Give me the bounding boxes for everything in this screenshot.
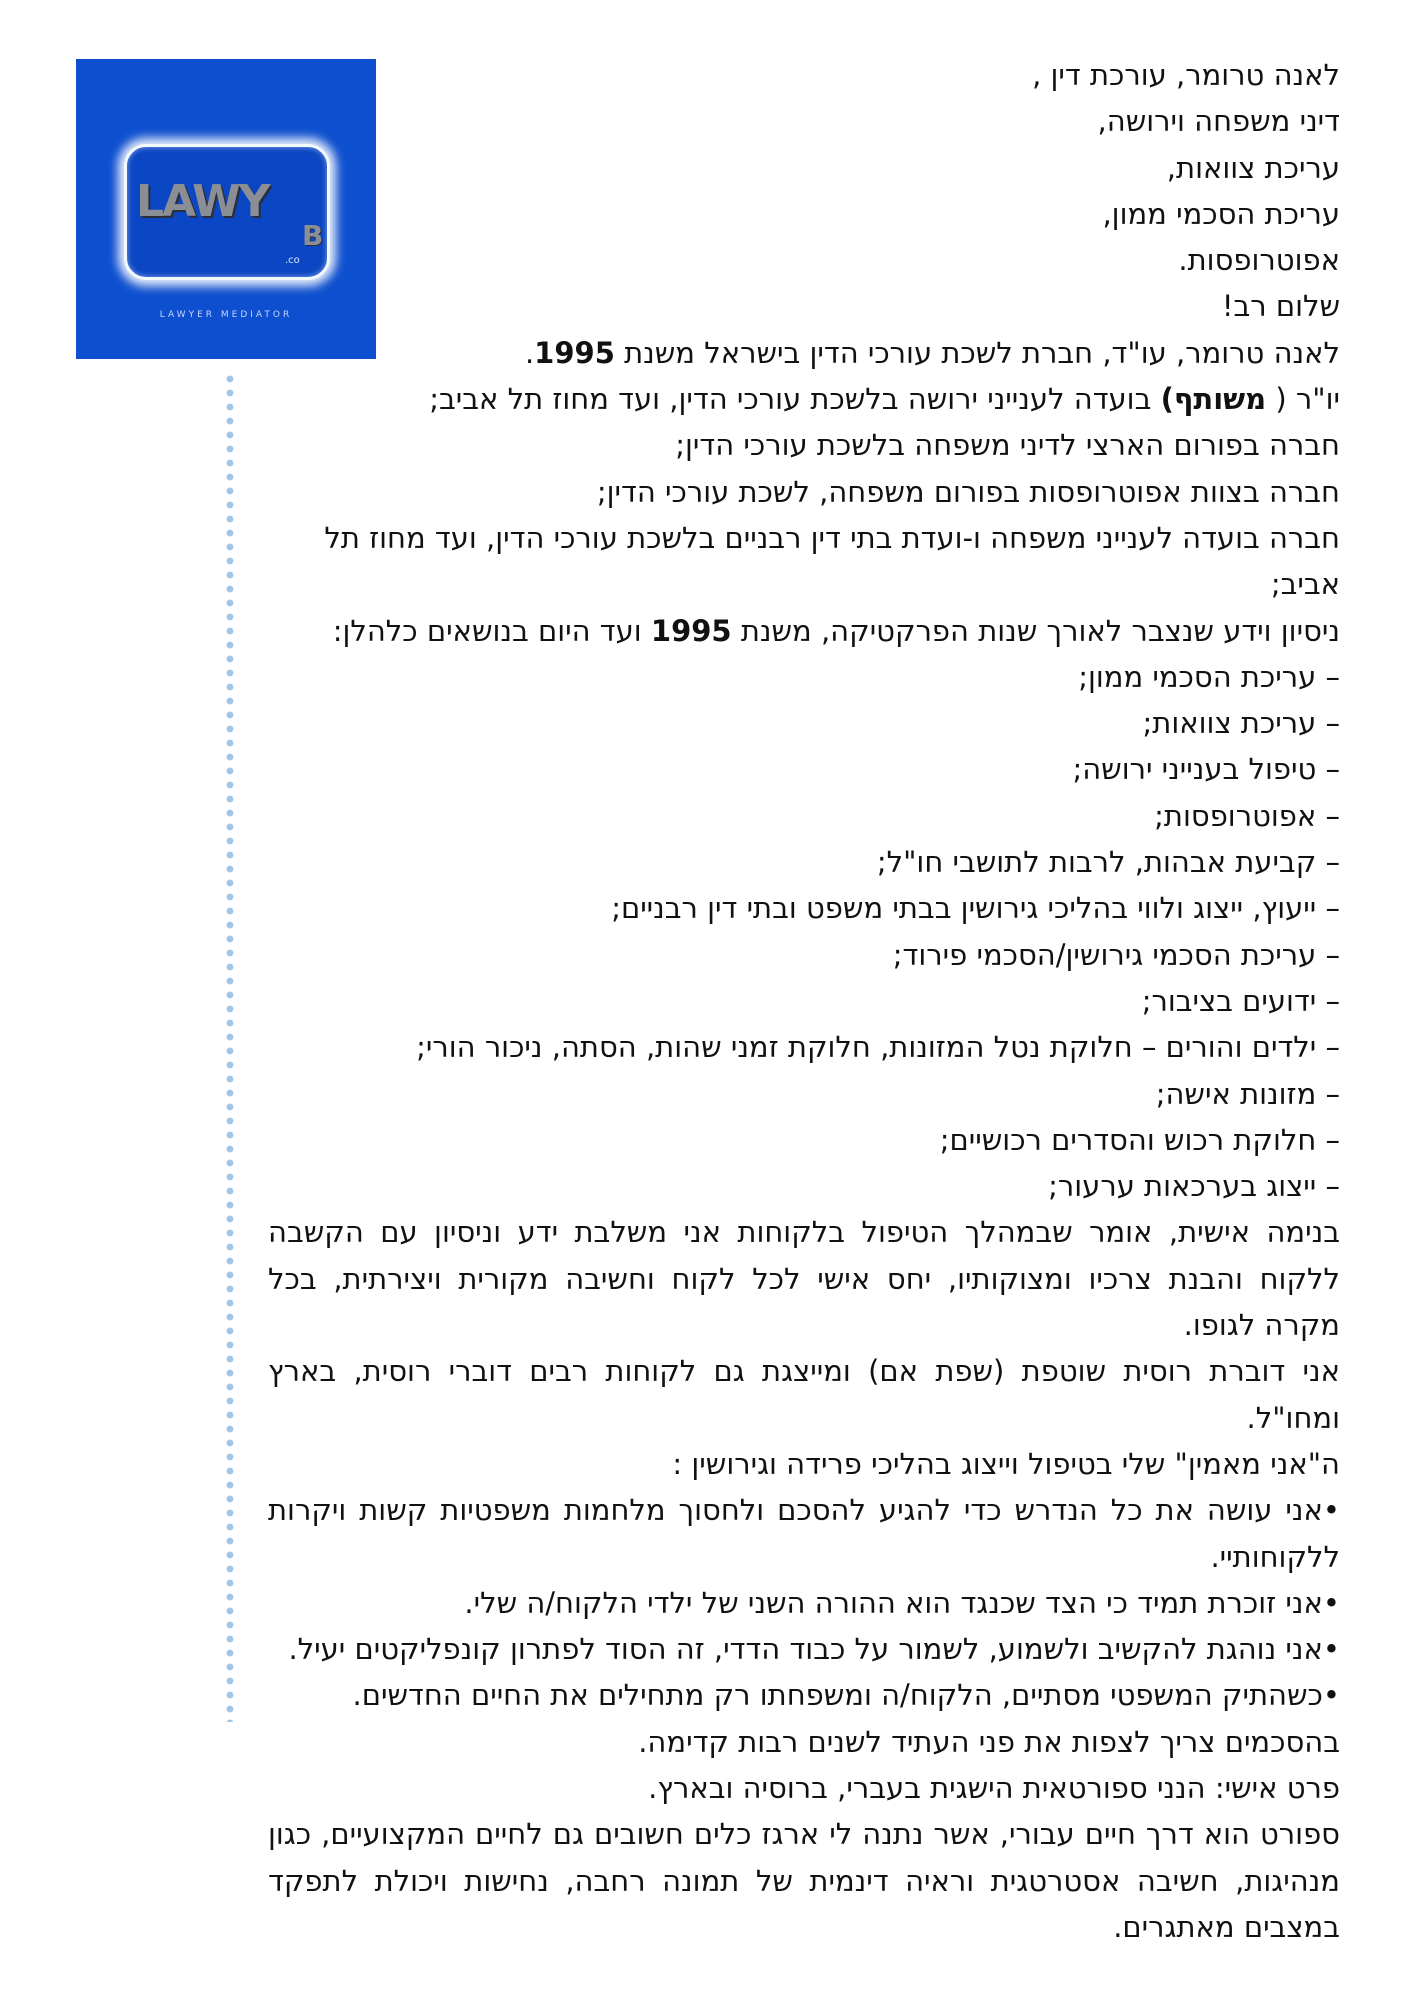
credo-item: •אני עושה את כל הנדרש כדי להגיע להסכם ולחסוך מלחמות משפטיות קשות ויקרות ללקוחותיי.: [268, 1493, 1340, 1574]
practice-area-item: – אפוטרופסות;: [1154, 798, 1340, 833]
practice-area-item: – טיפול בענייני ירושה;: [1072, 752, 1340, 787]
logo-suffix: .co: [285, 255, 300, 266]
membership-line: חברה בפורום הארצי לדיני משפחה בלשכת עורכי הדין;: [675, 428, 1340, 463]
header-line: לאנה טרומר, עורכת דין ,: [1032, 58, 1340, 92]
practice-area-item: – חלוקת רכוש והסדרים רכושיים;: [939, 1122, 1340, 1157]
practice-area-item: – מזונות אישה;: [1155, 1076, 1340, 1111]
credo-title: ה"אני מאמין" שלי בטיפול וייצוג בהליכי פרידה וגירושין :: [672, 1446, 1340, 1481]
membership-suffix: בועדה לענייני ירושה בלשכת עורכי הדין, ועד מחוז תל אביב;: [429, 382, 1161, 417]
practice-area-item: – ידועים בציבור;: [1141, 983, 1340, 1018]
practice-area-item: – עריכת הסכמי גירושין/הסכמי פירוד;: [892, 937, 1340, 972]
membership-bold: משותף): [1160, 382, 1267, 417]
credo-item: •אני זוכרת תמיד כי הצד שכנגד הוא ההורה השני של ילדי הלקוח/ה שלי.: [464, 1585, 1340, 1620]
personal-detail: פרט אישי: הנני ספורטאית הישגית בעברי, ברוסיה ובארץ.: [648, 1770, 1340, 1805]
header-line: עריכת צוואות,: [1166, 150, 1340, 185]
sport-note: ספורט הוא דרך חיים עבורי, אשר נתנה לי ארגז כלים חשובים גם לחיים המקצועיים, כגון מנהיגות, חשיבה אסטרטגית וראיה דינמית של תמונה רחבה, נחישות ויכולת לתפקד במצבים מאתגרים.: [268, 1817, 1340, 1944]
intro-prefix: לאנה טרומר, עו"ד, חברת לשכת עורכי הדין בישראל משנת: [614, 335, 1340, 370]
practice-area-item: – ילדים והורים – חלוקת נטל המזונות, חלוקת זמני שהות, הסתה, ניכור הורי;: [416, 1030, 1340, 1065]
membership-prefix: יו"ר (: [1266, 382, 1340, 417]
intro-year: 1995: [534, 335, 615, 370]
logo-letter-b: B: [302, 219, 324, 252]
practice-area-item: – ייעוץ, ייצוג ולווי בהליכי גירושין בבתי משפט ובתי דין רבניים;: [611, 891, 1340, 926]
intro-suffix: .: [524, 335, 535, 370]
logo-subtitle: LAWYER MEDIATOR: [159, 310, 293, 320]
experience-year: 1995: [650, 613, 732, 648]
membership-line: [268, 376, 1340, 422]
practice-area-item: – עריכת צוואות;: [1142, 706, 1340, 741]
greeting: שלום רב!: [1221, 289, 1340, 324]
languages-note: אני דוברת רוסית שוטפת (שפת אם) ומייצגת גם לקוחות רבים דוברי רוסית, בארץ ומחו"ל.: [268, 1354, 1340, 1435]
personal-note: בנימה אישית, אומר שבמהלך הטיפול בלקוחות אני משלבת ידע וניסיון עם הקשבה ללקוח והבנת צרכיו ומצוקותיו, יחס אישי לכל לקוח וחשיבה מקורית ויצירתית, בכל מקרה לגופו.: [268, 1215, 1340, 1343]
experience-prefix: ניסיון וידע שנצבר לאורך שנות הפרקטיקה, משנת: [731, 613, 1340, 648]
agreements-note: בהסכמים צריך לצפות את פני העתיד לשנים רבות קדימה.: [638, 1724, 1340, 1759]
dotted-divider: [226, 372, 234, 1722]
practice-area-item: – עריכת הסכמי ממון;: [1078, 659, 1340, 694]
membership-line: חברה בצוות אפוטרופסות בפורום משפחה, לשכת עורכי הדין;: [596, 474, 1340, 509]
credo-item: •אני נוהגת להקשיב ולשמוע, לשמור על כבוד הדדי, זה הסוד לפתרון קונפליקטים יעיל.: [288, 1632, 1340, 1667]
header-line: אפוטרופסות.: [1178, 243, 1340, 278]
intro-paragraph: [268, 330, 1340, 376]
experience-intro: [268, 608, 1340, 654]
header-line: דיני משפחה וירושה,: [1097, 104, 1340, 139]
header-line: עריכת הסכמי ממון,: [1102, 196, 1340, 231]
logo-wordmark: LAWY: [136, 176, 269, 227]
practice-area-item: – ייצוג בערכאות ערעור;: [1048, 1169, 1340, 1204]
experience-suffix: ועד היום בנושאים כלהלן:: [332, 613, 651, 648]
credo-item: •כשהתיק המשפטי מסתיים, הלקוח/ה ומשפחתו רק מתחילים את החיים החדשים.: [352, 1678, 1340, 1713]
document-body: [268, 52, 1340, 1950]
practice-area-item: – קביעת אבהות, לרבות לתושבי חו"ל;: [876, 845, 1340, 880]
membership-line: חברה בועדה לענייני משפחה ו-ועדת בתי דין רבניים בלשכת עורכי הדין, ועד מחוז תל אביב;: [324, 520, 1340, 602]
